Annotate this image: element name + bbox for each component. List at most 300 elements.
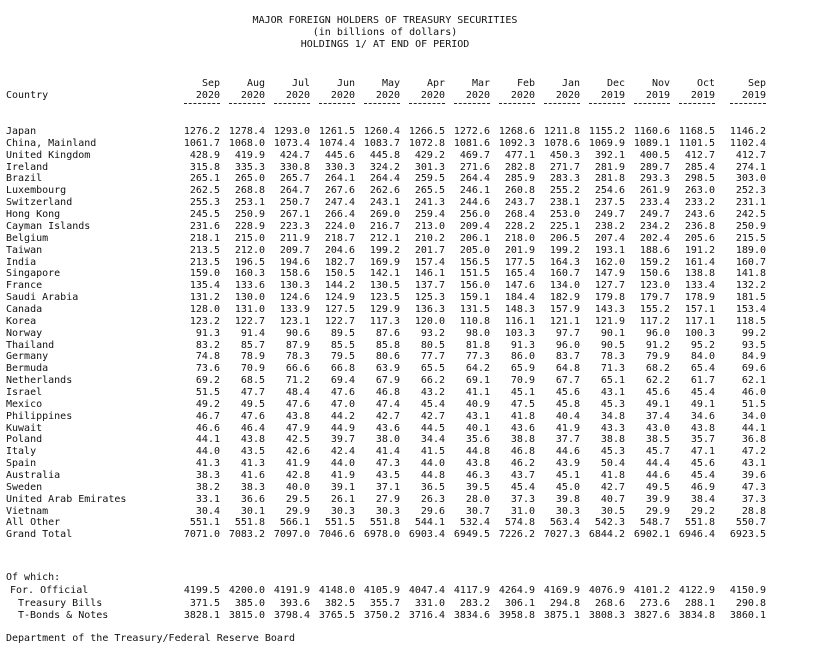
holding-value: 66.8 <box>330 363 355 375</box>
column-header-month: Sep <box>201 78 220 89</box>
holding-value: 48.4 <box>285 386 310 398</box>
holding-value: 215.5 <box>735 232 766 244</box>
holding-value: 43.8 <box>690 422 715 434</box>
official-value: 283.2 <box>459 597 490 609</box>
holding-value: 98.0 <box>465 327 490 339</box>
holding-value: 41.8 <box>600 469 625 481</box>
holding-value: 1078.6 <box>543 137 580 149</box>
holding-value: 1073.4 <box>273 137 310 149</box>
holding-value: 42.4 <box>330 446 355 458</box>
holding-value: 47.6 <box>330 386 355 398</box>
column-header-year: 2020 <box>510 90 535 101</box>
holding-value: 45.3 <box>600 398 625 410</box>
country-name: Mexico <box>6 398 43 410</box>
holding-value: 41.8 <box>510 410 535 422</box>
country-name: Netherlands <box>6 375 73 387</box>
holding-value: 65.5 <box>420 363 445 375</box>
country-name: Spain <box>6 458 37 470</box>
holding-value: 147.9 <box>594 268 625 280</box>
holding-value: 255.3 <box>189 197 220 209</box>
holding-value: 78.9 <box>240 351 265 363</box>
holding-value: 34.0 <box>741 410 766 422</box>
holding-value: 566.1 <box>279 517 310 529</box>
holding-value: 254.6 <box>594 185 625 197</box>
holding-value: 43.7 <box>510 469 535 481</box>
holding-value: 37.3 <box>510 493 535 505</box>
holding-value: 281.8 <box>594 173 625 185</box>
holding-value: 188.6 <box>639 244 670 256</box>
holding-value: 103.3 <box>504 327 535 339</box>
column-header-year: 2020 <box>465 90 490 101</box>
country-name: Bermuda <box>6 363 49 375</box>
holding-value: 87.9 <box>285 339 310 351</box>
holding-value: 141.8 <box>735 268 766 280</box>
holding-value: 1089.1 <box>633 137 670 149</box>
holding-value: 178.9 <box>684 292 715 303</box>
holding-value: 28.0 <box>465 493 490 505</box>
holding-value: 237.5 <box>594 197 625 209</box>
holding-value: 90.1 <box>600 327 625 339</box>
holding-value: 285.4 <box>684 161 715 173</box>
holding-value: 285.9 <box>504 173 535 185</box>
holding-value: 335.3 <box>234 161 265 173</box>
holding-value: 1160.6 <box>633 126 670 137</box>
holding-value: 38.3 <box>195 469 220 481</box>
holding-value: 182.7 <box>324 256 355 268</box>
holding-value: 44.9 <box>330 422 355 434</box>
holding-value: 41.5 <box>420 446 445 458</box>
holding-value: 43.3 <box>600 422 625 434</box>
holding-value: 30.4 <box>195 505 220 517</box>
official-value: 3834.8 <box>678 610 715 621</box>
holding-value: 574.8 <box>504 517 535 529</box>
country-name: United Kingdom <box>6 149 91 161</box>
holding-value: 412.7 <box>684 149 715 161</box>
country-name: Italy <box>6 446 37 458</box>
column-header-month: Sep <box>747 78 766 89</box>
holding-value: 131.2 <box>189 292 220 303</box>
holding-value: 93.5 <box>741 339 766 351</box>
holding-value: 177.5 <box>504 256 535 268</box>
holding-value: 218.7 <box>324 232 355 244</box>
holding-value: 249.7 <box>594 209 625 220</box>
holding-value: 301.3 <box>414 161 445 173</box>
holding-value: 532.4 <box>459 517 490 529</box>
holding-value: 77.3 <box>465 351 490 363</box>
holding-value: 38.3 <box>240 481 265 493</box>
holding-value: 38.0 <box>375 434 400 446</box>
holding-value: 29.5 <box>285 493 310 505</box>
of-which-label: Of which: <box>6 572 61 583</box>
holding-value: 44.0 <box>330 458 355 470</box>
holding-value: 7071.0 <box>183 529 220 541</box>
holding-value: 1261.5 <box>318 126 355 137</box>
holding-value: 201.7 <box>414 244 445 256</box>
column-header-rule <box>454 103 490 104</box>
holding-value: 42.6 <box>285 446 310 458</box>
holding-value: 36.6 <box>240 493 265 505</box>
holding-value: 243.7 <box>504 197 535 209</box>
column-header-rule <box>634 103 670 104</box>
holding-value: 133.9 <box>279 303 310 315</box>
holding-value: 46.9 <box>690 481 715 493</box>
holding-value: 43.5 <box>240 446 265 458</box>
holding-value: 265.1 <box>189 173 220 185</box>
official-value: 3815.0 <box>228 610 265 621</box>
holding-value: 36.5 <box>420 481 445 493</box>
holding-value: 231.1 <box>735 197 766 209</box>
holding-value: 67.9 <box>375 375 400 387</box>
holding-value: 147.6 <box>504 280 535 292</box>
holding-value: 249.7 <box>639 209 670 220</box>
holding-value: 315.8 <box>189 161 220 173</box>
holding-value: 142.1 <box>369 268 400 280</box>
holding-value: 179.7 <box>639 292 670 303</box>
holding-value: 199.2 <box>369 244 400 256</box>
official-row-name: T-Bonds & Notes <box>18 610 109 621</box>
holding-value: 1069.9 <box>588 137 625 149</box>
holding-value: 153.4 <box>735 303 766 315</box>
holding-value: 267.6 <box>324 185 355 197</box>
holding-value: 47.4 <box>375 398 400 410</box>
holding-value: 6903.4 <box>408 529 445 541</box>
official-value: 4191.9 <box>273 585 310 596</box>
holding-value: 6844.2 <box>588 529 625 541</box>
holding-value: 117.2 <box>639 315 670 327</box>
column-header-year: 2019 <box>645 90 670 101</box>
holding-value: 155.2 <box>639 303 670 315</box>
holding-value: 65.9 <box>510 363 535 375</box>
holding-value: 49.2 <box>195 398 220 410</box>
holding-value: 51.5 <box>741 398 766 410</box>
column-header-month: Jun <box>336 78 355 89</box>
holding-value: 130.3 <box>279 280 310 292</box>
holding-value: 1101.5 <box>678 137 715 149</box>
holding-value: 551.8 <box>234 517 265 529</box>
holding-value: 1293.0 <box>273 126 310 137</box>
holding-value: 39.7 <box>330 434 355 446</box>
holding-value: 205.0 <box>459 244 490 256</box>
holding-value: 47.9 <box>285 422 310 434</box>
holding-value: 252.3 <box>735 185 766 197</box>
holding-value: 469.7 <box>459 149 490 161</box>
holding-value: 1102.4 <box>729 137 766 149</box>
holding-value: 99.2 <box>741 327 766 339</box>
holding-value: 157.9 <box>549 303 580 315</box>
holding-value: 164.3 <box>549 256 580 268</box>
holding-value: 158.6 <box>279 268 310 280</box>
holding-value: 49.5 <box>645 481 670 493</box>
holding-value: 274.1 <box>735 161 766 173</box>
column-header-year: 2019 <box>741 90 766 101</box>
holding-value: 93.2 <box>420 327 445 339</box>
holding-value: 6949.5 <box>453 529 490 541</box>
holding-value: 45.4 <box>420 398 445 410</box>
country-name: Saudi Arabia <box>6 292 79 303</box>
holding-value: 51.5 <box>195 386 220 398</box>
holding-value: 194.6 <box>279 256 310 268</box>
official-value: 331.0 <box>414 597 445 609</box>
holding-value: 228.2 <box>504 220 535 232</box>
holding-value: 42.7 <box>420 410 445 422</box>
holding-value: 62.1 <box>741 375 766 387</box>
holding-value: 215.0 <box>234 232 265 244</box>
holding-value: 477.1 <box>504 149 535 161</box>
holding-value: 38.4 <box>690 493 715 505</box>
holding-value: 46.8 <box>375 386 400 398</box>
holding-value: 122.7 <box>324 315 355 327</box>
holding-value: 1072.8 <box>408 137 445 149</box>
holding-value: 1278.4 <box>228 126 265 137</box>
holding-value: 247.4 <box>324 197 355 209</box>
holding-value: 265.0 <box>234 173 265 185</box>
holding-value: 41.1 <box>465 386 490 398</box>
holding-value: 34.4 <box>420 434 445 446</box>
holding-value: 241.3 <box>414 197 445 209</box>
country-name: Kuwait <box>6 422 43 434</box>
holding-value: 47.6 <box>240 410 265 422</box>
holding-value: 1074.4 <box>318 137 355 149</box>
holding-value: 43.0 <box>645 422 670 434</box>
holding-value: 47.6 <box>285 398 310 410</box>
holding-value: 225.1 <box>549 220 580 232</box>
holding-value: 122.7 <box>234 315 265 327</box>
holding-value: 1155.2 <box>588 126 625 137</box>
column-header-year: 2019 <box>600 90 625 101</box>
country-name: Sweden <box>6 481 43 493</box>
holding-value: 117.3 <box>369 315 400 327</box>
country-name: Ireland <box>6 161 49 173</box>
column-header-month: Mar <box>471 78 490 89</box>
holding-value: 542.3 <box>594 517 625 529</box>
holding-value: 43.1 <box>465 410 490 422</box>
holding-value: 84.9 <box>741 351 766 363</box>
official-value: 268.6 <box>594 597 625 609</box>
column-header-rule <box>499 103 535 104</box>
holding-value: 206.1 <box>459 232 490 244</box>
holding-value: 1276.2 <box>183 126 220 137</box>
holding-value: 212.0 <box>234 244 265 256</box>
holding-value: 78.3 <box>285 351 310 363</box>
holding-value: 26.1 <box>330 493 355 505</box>
holding-value: 29.6 <box>420 505 445 517</box>
holding-value: 165.4 <box>504 268 535 280</box>
holding-value: 46.6 <box>195 422 220 434</box>
holding-value: 424.7 <box>279 149 310 161</box>
country-name: United Arab Emirates <box>6 493 127 505</box>
holding-value: 160.3 <box>234 268 265 280</box>
holding-value: 157.4 <box>414 256 445 268</box>
holding-value: 46.2 <box>510 458 535 470</box>
holding-value: 1211.8 <box>543 126 580 137</box>
holding-value: 46.7 <box>195 410 220 422</box>
holding-value: 156.0 <box>459 280 490 292</box>
column-header-rule <box>409 103 445 104</box>
holding-value: 39.6 <box>741 469 766 481</box>
column-header-rule <box>679 103 715 104</box>
holding-value: 117.1 <box>684 315 715 327</box>
holding-value: 66.6 <box>285 363 310 375</box>
country-name: Norway <box>6 327 43 339</box>
official-value: 4199.5 <box>183 585 220 596</box>
holding-value: 27.9 <box>375 493 400 505</box>
holding-value: 150.5 <box>324 268 355 280</box>
holding-value: 39.1 <box>330 481 355 493</box>
holding-value: 116.1 <box>504 315 535 327</box>
holding-value: 64.2 <box>465 363 490 375</box>
holding-value: 269.0 <box>369 209 400 220</box>
holding-value: 124.6 <box>279 292 310 303</box>
holding-value: 7027.3 <box>543 529 580 541</box>
holding-value: 121.9 <box>594 315 625 327</box>
holding-value: 90.5 <box>600 339 625 351</box>
official-value: 3750.2 <box>363 610 400 621</box>
holding-value: 70.9 <box>240 363 265 375</box>
holding-value: 129.9 <box>369 303 400 315</box>
country-name: All Other <box>6 517 61 529</box>
holding-value: 1168.5 <box>678 126 715 137</box>
holding-value: 63.9 <box>375 363 400 375</box>
holding-value: 100.3 <box>684 327 715 339</box>
holding-value: 253.0 <box>549 209 580 220</box>
holding-value: 85.5 <box>330 339 355 351</box>
column-header-year: 2019 <box>690 90 715 101</box>
holding-value: 69.1 <box>465 375 490 387</box>
holding-value: 45.1 <box>510 386 535 398</box>
holding-value: 256.0 <box>459 209 490 220</box>
holding-value: 85.8 <box>375 339 400 351</box>
holding-value: 428.9 <box>189 149 220 161</box>
holding-value: 1061.7 <box>183 137 220 149</box>
official-value: 294.8 <box>549 597 580 609</box>
column-header-year: 2020 <box>375 90 400 101</box>
holding-value: 123.1 <box>279 315 310 327</box>
holding-value: 551.1 <box>189 517 220 529</box>
holding-value: 71.3 <box>600 363 625 375</box>
holding-value: 138.8 <box>684 268 715 280</box>
official-value: 288.1 <box>684 597 715 609</box>
holding-value: 1068.0 <box>228 137 265 149</box>
holding-value: 45.7 <box>645 446 670 458</box>
column-header-year: 2020 <box>330 90 355 101</box>
holding-value: 45.6 <box>690 458 715 470</box>
holding-value: 162.0 <box>594 256 625 268</box>
official-value: 3958.8 <box>498 610 535 621</box>
holding-value: 78.3 <box>600 351 625 363</box>
holding-value: 95.2 <box>690 339 715 351</box>
holding-value: 205.6 <box>684 232 715 244</box>
holding-value: 45.6 <box>555 386 580 398</box>
holding-value: 6923.5 <box>729 529 766 541</box>
country-name: Philippines <box>6 410 73 422</box>
holding-value: 31.0 <box>510 505 535 517</box>
holding-value: 445.8 <box>369 149 400 161</box>
holding-value: 204.6 <box>324 244 355 256</box>
holding-value: 30.3 <box>375 505 400 517</box>
holding-value: 69.6 <box>741 363 766 375</box>
column-header-rule <box>730 103 766 104</box>
holding-value: 182.9 <box>549 292 580 303</box>
column-header-month: Aug <box>246 78 265 89</box>
country-name: Korea <box>6 315 37 327</box>
holding-value: 125.3 <box>414 292 445 303</box>
holding-value: 262.5 <box>189 185 220 197</box>
holding-value: 244.6 <box>459 197 490 209</box>
holding-value: 70.9 <box>510 375 535 387</box>
holding-value: 96.0 <box>645 327 670 339</box>
holding-value: 243.6 <box>684 209 715 220</box>
column-header-year: 2020 <box>285 90 310 101</box>
holding-value: 83.7 <box>555 351 580 363</box>
column-header-rule <box>544 103 580 104</box>
holding-value: 245.5 <box>189 209 220 220</box>
holding-value: 169.9 <box>369 256 400 268</box>
holding-value: 419.9 <box>234 149 265 161</box>
holding-value: 65.4 <box>690 363 715 375</box>
holding-value: 41.3 <box>195 458 220 470</box>
holding-value: 148.3 <box>504 303 535 315</box>
column-header-year: 2020 <box>555 90 580 101</box>
holding-value: 64.8 <box>555 363 580 375</box>
holding-value: 36.8 <box>741 434 766 446</box>
country-name: Japan <box>6 126 37 137</box>
holding-value: 28.8 <box>741 505 766 517</box>
holding-value: 330.8 <box>279 161 310 173</box>
holding-value: 41.9 <box>285 458 310 470</box>
holding-value: 110.8 <box>459 315 490 327</box>
holding-value: 191.2 <box>684 244 715 256</box>
holding-value: 39.9 <box>645 493 670 505</box>
holding-value: 260.8 <box>504 185 535 197</box>
official-value: 3834.6 <box>453 610 490 621</box>
official-value: 3827.6 <box>633 610 670 621</box>
official-value: 393.6 <box>279 597 310 609</box>
holding-value: 207.4 <box>594 232 625 244</box>
holding-value: 49.5 <box>240 398 265 410</box>
column-header-month: Dec <box>606 78 625 89</box>
column-header-rule <box>364 103 400 104</box>
holding-value: 144.2 <box>324 280 355 292</box>
holding-value: 45.3 <box>600 446 625 458</box>
holding-value: 268.8 <box>234 185 265 197</box>
holding-value: 43.1 <box>741 458 766 470</box>
holding-value: 85.7 <box>240 339 265 351</box>
holding-value: 47.0 <box>330 398 355 410</box>
holding-value: 224.0 <box>324 220 355 232</box>
holding-value: 45.8 <box>555 398 580 410</box>
holding-value: 293.3 <box>639 173 670 185</box>
holding-value: 91.2 <box>645 339 670 351</box>
holding-value: 7083.2 <box>228 529 265 541</box>
holding-value: 412.7 <box>735 149 766 161</box>
holding-value: 46.0 <box>741 386 766 398</box>
holding-value: 130.0 <box>234 292 265 303</box>
holding-value: 30.3 <box>555 505 580 517</box>
holding-value: 264.1 <box>324 173 355 185</box>
holding-value: 121.1 <box>549 315 580 327</box>
holding-value: 37.7 <box>555 434 580 446</box>
holding-value: 265.5 <box>414 185 445 197</box>
holding-value: 42.7 <box>600 481 625 493</box>
holding-value: 40.4 <box>555 410 580 422</box>
official-value: 382.5 <box>324 597 355 609</box>
official-value: 3828.1 <box>183 610 220 621</box>
holding-value: 71.2 <box>285 375 310 387</box>
holding-value: 43.8 <box>465 458 490 470</box>
official-row-name: For. Official <box>10 585 89 596</box>
holding-value: 43.6 <box>375 422 400 434</box>
holding-value: 29.2 <box>690 505 715 517</box>
